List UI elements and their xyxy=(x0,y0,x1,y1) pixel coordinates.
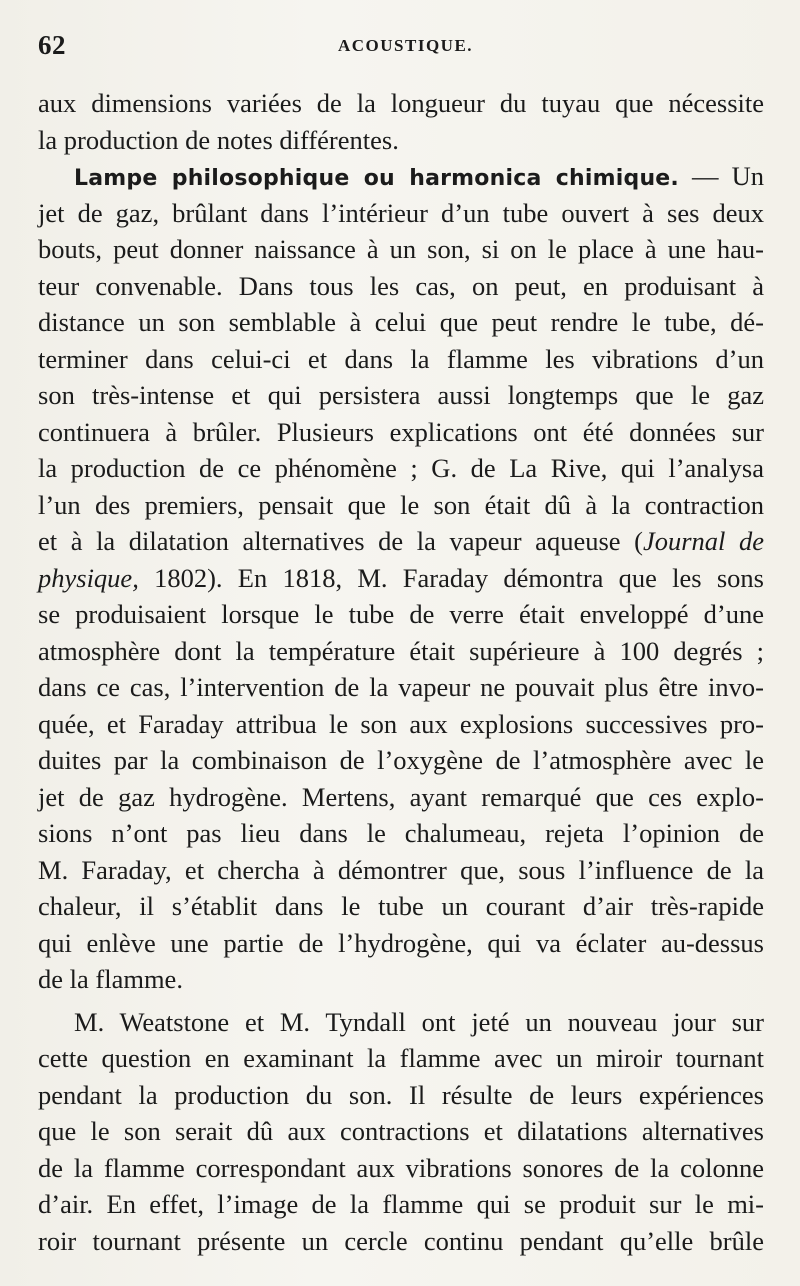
text-line: teur convenable. Dans tous les cas, on peut, en produisant à xyxy=(38,270,764,301)
text-line: la production de notes différentes. xyxy=(38,124,399,155)
text-line: et à la dilatation alternatives de la vapeur aqueuse (Journal de xyxy=(38,526,764,556)
running-title: ACOUSTIQUE. xyxy=(338,36,474,55)
text-line: qui enlève une partie de l’hydrogène, qui va éclater au-dessus xyxy=(38,927,764,958)
text-line: M. Weatstone et M. Tyndall ont jeté un nouveau jour sur xyxy=(74,1006,764,1037)
text-line: roir tournant présente un cercle continu pendant qu’elle brûle xyxy=(38,1225,764,1256)
text-line: jet de gaz hydrogène. Mertens, ayant remarqué que ces explo- xyxy=(38,781,764,812)
page-number: 62 xyxy=(38,30,66,60)
text-line: continuera à brûler. Plusieurs explications ont été données sur xyxy=(38,416,764,447)
text-line: cette question en examinant la flamme avec un miroir tournant xyxy=(38,1043,764,1073)
text-line: chaleur, il s’établit dans le tube un courant d’air très-rapide xyxy=(38,891,764,921)
paragraph xyxy=(38,158,764,998)
text-line: terminer dans celui-ci et dans la flamme les vibrations d’un xyxy=(38,343,764,374)
text-line: dans ce cas, l’intervention de la vapeur ne pouvait plus être invo- xyxy=(38,672,764,702)
text-line: duites par la combinaison de l’oxygène de l’atmosphère avec le xyxy=(38,745,764,775)
text-line: M. Faraday, et chercha à démontrer que, sous l’influence de la xyxy=(38,854,764,885)
text-line: de la flamme correspondant aux vibrations sonores de la colonne xyxy=(38,1152,764,1183)
text-line: bouts, peut donner naissance à un son, si on le place à une hau- xyxy=(38,234,764,264)
section-heading: Lampe philosophique ou harmonica chimique. xyxy=(74,166,679,191)
text-line: de la flamme. xyxy=(38,964,183,994)
text-line: sions n’ont pas lieu dans le chalumeau, rejeta l’opinion de xyxy=(38,818,764,848)
text-line: pendant la production du son. Il résulte de leurs expériences xyxy=(38,1079,764,1110)
text-line: Lampe philosophique ou harmonica chimique. — Un xyxy=(74,161,764,191)
text-line: se produisaient lorsque le tube de verre était enveloppé d’une xyxy=(38,599,764,629)
text-line: jet de gaz, brûlant dans l’intérieur d’un tube ouvert à ses deux xyxy=(38,197,764,228)
text-line: son très-intense et qui persistera aussi longtemps que le gaz xyxy=(38,380,764,410)
text-line: d’air. En effet, l’image de la flamme qui se produit sur le mi- xyxy=(38,1189,764,1219)
page-header xyxy=(38,30,762,66)
text-line: atmosphère dont la température était supérieure à 100 degrés ; xyxy=(38,635,764,666)
text-line: l’un des premiers, pensait que le son était dû à la contraction xyxy=(38,489,764,520)
text-line: que le son serait dû aux contractions et dilatations alternatives xyxy=(38,1116,764,1146)
text-line: distance un son semblable à celui que peut rendre le tube, dé- xyxy=(38,307,764,337)
page-body xyxy=(38,85,764,1259)
text-line: quée, et Faraday attribua le son aux explosions successives pro- xyxy=(38,708,764,739)
text-line: la production de ce phénomène ; G. de La Rive, qui l’analysa xyxy=(38,453,764,483)
text-line: aux dimensions variées de la longueur du tuyau que nécessite xyxy=(38,88,764,118)
text-line: physique, 1802). En 1818, M. Faraday démontra que les sons xyxy=(38,562,764,593)
paragraph xyxy=(38,85,764,158)
paragraph xyxy=(38,1004,764,1260)
journal-title: Journal de xyxy=(642,526,764,556)
journal-title: physique, xyxy=(38,562,139,593)
